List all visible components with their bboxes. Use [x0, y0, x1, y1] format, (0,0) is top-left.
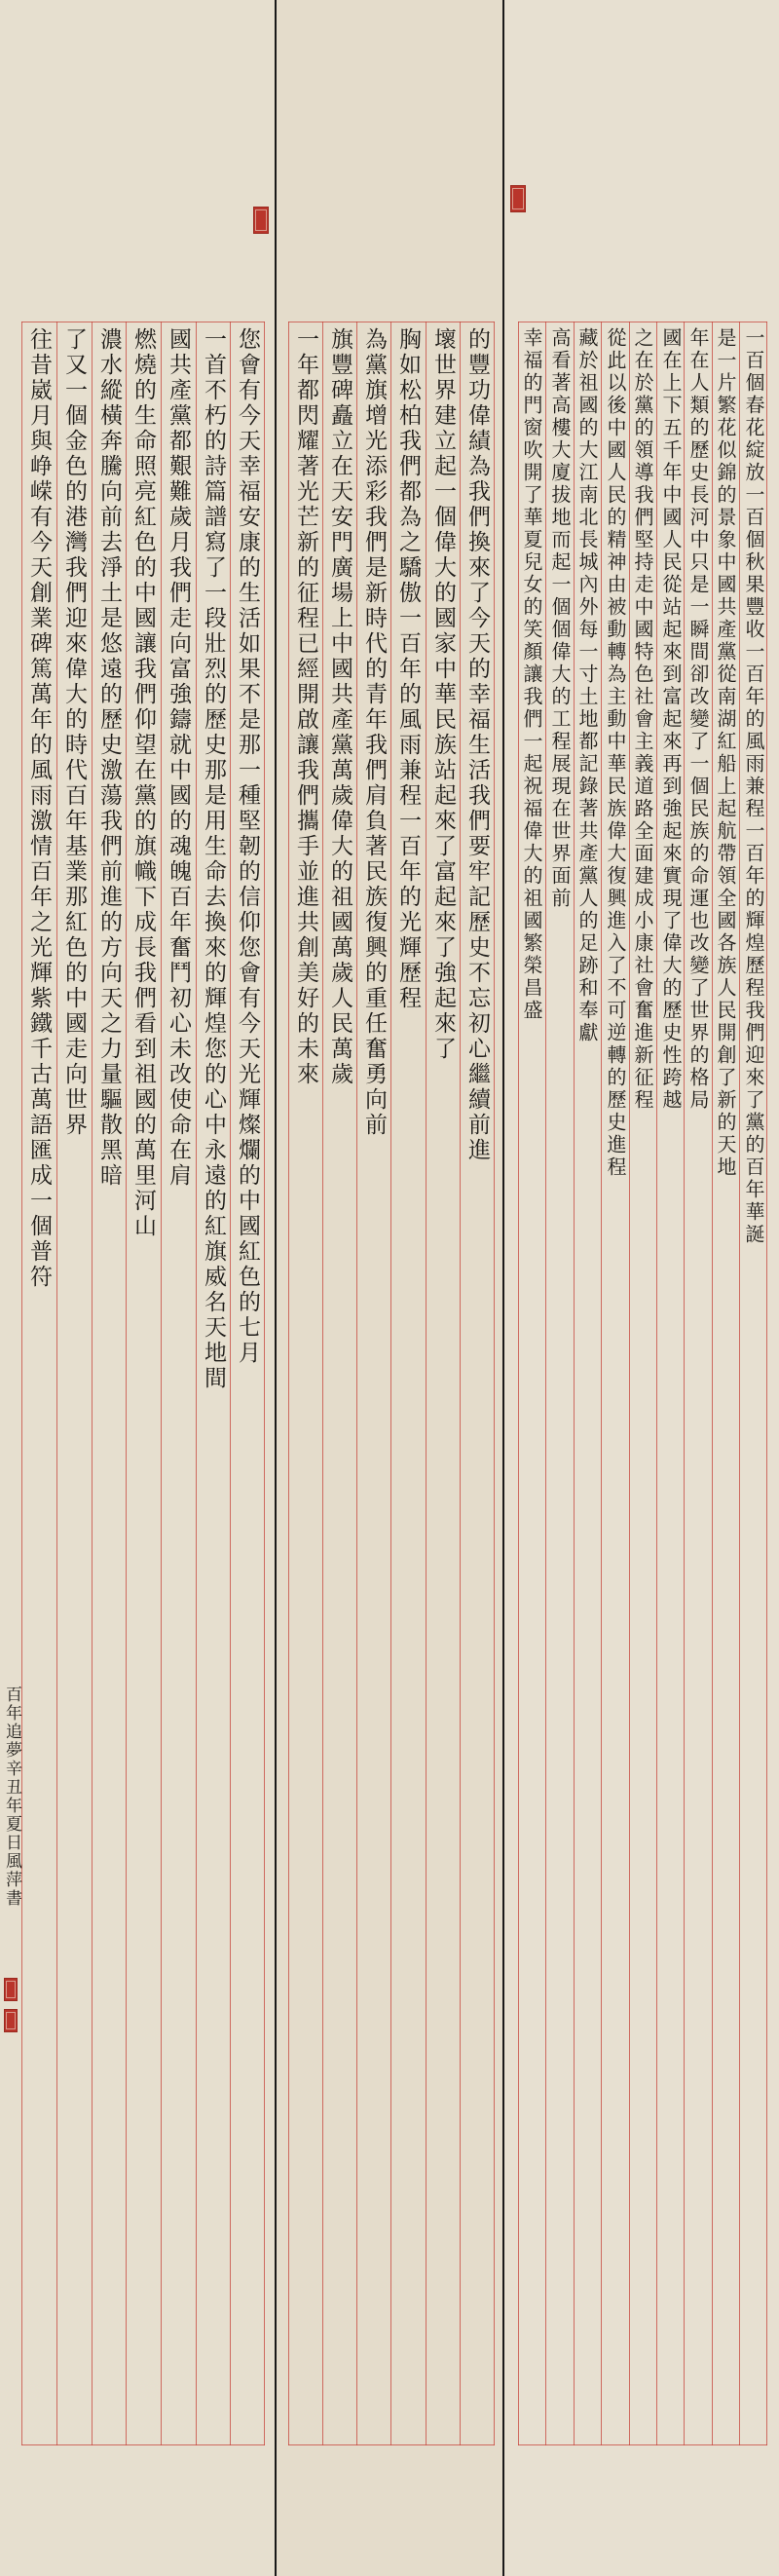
column-3: 國共產黨都艱難歲月我們走向富強鑄就中國的魂魄百年奮鬥初心未改使命在肩 [166, 327, 191, 1189]
column-4: 燃燒的生命照亮紅色的中國讓我們仰望在黨的旗幟下成長我們看到祖國的萬里河山 [130, 327, 156, 1239]
grid-right [518, 322, 767, 2445]
column-8: 高看著高樓大廈拔地而起一個個偉大的工程展現在世界面前 [548, 327, 572, 910]
column-5: 之在於黨的領導我們堅持走中國特色社會主義道路全面建成小康社會奮進新征程 [631, 327, 654, 1112]
column-7: 藏於祖國的大江南北長城內外每一寸土地都記錄著共產黨人的足跡和奉獻 [575, 327, 599, 1044]
grid-middle [288, 322, 495, 2445]
signature-seal-2 [4, 2009, 18, 2032]
column-6: 從此以後中國人民的精神由被動轉為主動中華民族偉大復興進入了不可逆轉的歷史進程 [604, 327, 627, 1179]
scroll-panel-right [504, 0, 779, 2576]
column-3: 壞世界建立起一個偉大的國家中華民族站起來了富起來了強起來了 [430, 327, 456, 1062]
column-5: 為黨旗增光添彩我們是新時代的青年我們肩負著民族復興的重任奮勇向前 [361, 327, 387, 1138]
column-2: 的豐功偉績為我們換來了今天的幸福生活我們要牢記歷史不忘初心繼續前進 [464, 327, 490, 1163]
scroll-panel-left [0, 0, 277, 2576]
column-7: 一年都閃耀著光芒新的征程已經開啟讓我們攜手並進共創美好的未來 [293, 327, 318, 1087]
column-4: 胸如松柏我們都為之驕傲一百年的風雨兼程一百年的光輝歷程 [395, 327, 421, 1011]
column-6: 旗豐碑矗立在天安門廣場上中國共產黨萬歲偉大的祖國萬歲人民萬歲 [327, 327, 352, 1087]
column-9: 幸福的門窗吹開了華夏兒女的笑顏讓我們一起祝福偉大的祖國繁榮昌盛 [520, 327, 543, 1022]
column-2: 是一片繁花似錦的景象中國共產黨從南湖紅船上起航帶領全國各族人民開創了新的天地 [714, 327, 737, 1179]
column-5: 濃水縱橫奔騰向前去淨土是悠遠的歷史激蕩我們前進的方向天之力量驅散黑暗 [96, 327, 122, 1189]
column-2: 一首不朽的詩篇譜寫了一段壯烈的歷史那是用生命去換來的輝煌您的心中永遠的紅旗威名天地間 [201, 327, 226, 1391]
column-3: 年在人類的歷史長河中只是一瞬間卻改變了一個民族的命運也改變了世界的格局 [686, 327, 710, 1112]
signature-seal-1 [4, 1978, 18, 2001]
grid-left [21, 322, 265, 2445]
column-1: 一百個春花綻放一百個秋果豐收一百年的風雨兼程一百年的輝煌歷程我們迎來了黨的百年華誕 [742, 327, 765, 1246]
column-1: 您會有今天幸福安康的生活如果不是那一種堅韌的信仰您會有今天光輝燦爛的中國紅色的七月 [235, 327, 260, 1366]
column-7: 往昔崴月與峥嵘有今天創業碑篤萬年的風雨激情百年之光輝紫鐵千古萬語匯成一個普符 [26, 327, 52, 1290]
signature-inscription: 百年追夢辛丑年夏日風萍書 [2, 1686, 21, 1908]
leisure-seal-left [253, 207, 269, 234]
scroll-panel-middle [277, 0, 504, 2576]
column-4: 國在上下五千年中國人民從站起來到富起來再到強起來實現了偉大的歷史性跨越 [659, 327, 683, 1112]
column-6: 了又一個金色的港灣我們迎來偉大的時代百年基業那紅色的中國走向世界 [61, 327, 87, 1138]
leisure-seal-right [510, 185, 526, 212]
